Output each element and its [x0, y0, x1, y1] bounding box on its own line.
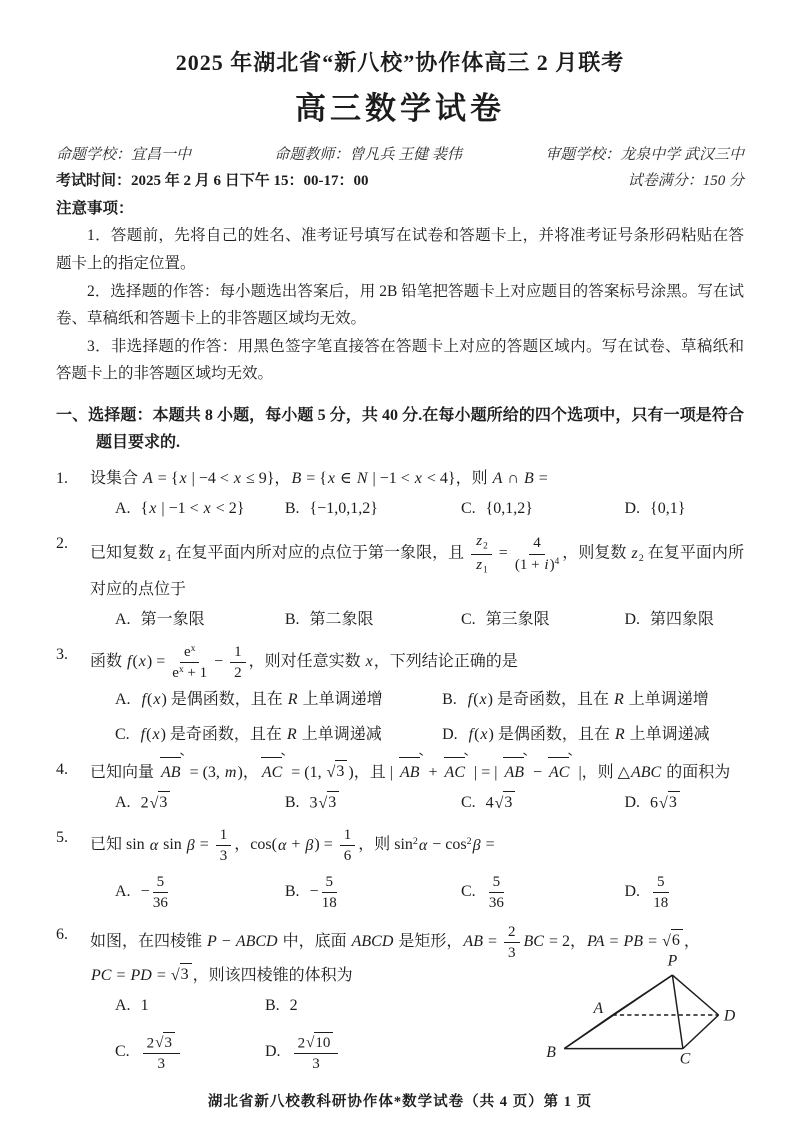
option-a: A. 1	[115, 997, 149, 1015]
option-a: A. {x | −1 < x < 2}	[115, 500, 245, 518]
question-1-options	[90, 497, 744, 522]
question-6-text: 如图，在四棱锥 P − ABCD 中，底面 ABCD 是矩形，AB = $\frac{2}{3}$ BC = 2，PA = PB = √ 6 ，	[90, 923, 700, 961]
option-d: D. f(x) 是偶函数，且在 R 上单调递减	[442, 726, 710, 744]
vertex-label-c: C	[679, 1049, 691, 1067]
option-b: B. 第二象限	[284, 611, 374, 629]
section-1-title: 一、选择题：本题共 8 小题，每小题 5 分，共 40 分.在每小题所给的四个选项中，只有一项是符合题目要求的.	[56, 406, 744, 452]
question-3-number: 3.	[56, 646, 68, 664]
question-1-number: 1.	[56, 469, 68, 487]
option-c: C. 2 √ 3 3	[115, 1031, 265, 1074]
question-5-text: 已知 sin α sin β = $\frac{1}{3}$ ，cos(α + β) = $\frac{1}{6}$ ，则 $\sin^2\alpha - \cos^2\beta$ =	[90, 827, 495, 865]
vertex-label-b: B	[546, 1043, 556, 1061]
notice-item-2: 2．选择题的作答：每小题选出答案后，用 2B 铅笔把答题卡上对应题目的答案标号涂黑。写在试卷、草稿纸和答题卡上的非答题区域均无效。	[56, 282, 744, 328]
option-b: B. 3 √ 3	[285, 791, 461, 816]
notice-item-1: 1．答题前，先将自己的姓名、准考证号填写在试卷和答题卡上，并将准考证号条形码粘贴在答题卡上的指定位置。	[56, 227, 744, 272]
question-3-options	[90, 688, 744, 748]
option-c: C. $\frac{5}{36}$	[460, 873, 504, 911]
meta-row-1	[56, 142, 744, 168]
option-d: D. 第四象限	[624, 611, 715, 629]
option-c: C. {0,1,2}	[460, 500, 533, 518]
vertex-label-a: A	[593, 999, 604, 1017]
notice-item-3: 3．非选择题的作答：用黑色签字笔直接答在答题卡上对应的答题区域内。写在试卷、草稿纸和答题卡上的非答题区域均无效。	[56, 337, 744, 383]
vertex-label-d: D	[723, 1006, 736, 1024]
question-4-text: 已知向量 AB = (3, m)， AC = (1, √ 3 )，且 | AB + AC | = | AB − AC |，则 △ABC 的面积为	[90, 757, 744, 786]
option-a: A. − $\frac{5}{36}$	[115, 873, 168, 911]
option-a: A. f(x) 是偶函数，且在 R 上单调递增	[115, 691, 383, 709]
option-b: B. {−1,0,1,2}	[284, 500, 378, 518]
question-2	[56, 531, 744, 633]
proposer-teachers: 命题教师：曾凡兵 王健 裴伟	[274, 147, 462, 163]
option-d: D. 2 √ 10 3	[265, 1031, 435, 1074]
exam-meta	[56, 142, 744, 195]
exam-title-line1: 2025 年湖北省“新八校”协作体高三 2 月联考	[175, 50, 625, 75]
question-3	[56, 642, 744, 748]
question-5-number: 5.	[56, 829, 68, 847]
exam-title-line2: 高三数学试卷	[295, 91, 505, 126]
option-b: B. f(x) 是奇函数，且在 R 上单调递增	[442, 691, 709, 709]
review-school: 审题学校：龙泉中学 武汉三中	[545, 147, 744, 163]
page-footer: 湖北省新八校教科研协作体*数学试卷（共 4 页）第 1 页	[207, 1094, 593, 1111]
question-1	[56, 466, 744, 522]
question-6-number: 6.	[56, 925, 68, 943]
question-2-text: 已知复数 $z_1$ 在复平面内所对应的点位于第一象限，且 $\frac{z_2}{z_1}$ = $\frac{4}{(1 + i)^4}$ ，则复数 $z_2$ 在复平面内所对应的点位于	[90, 533, 744, 598]
question-4	[56, 757, 744, 817]
question-4-number: 4.	[56, 760, 68, 778]
question-6	[56, 922, 744, 1075]
option-a: A. 第一象限	[115, 611, 205, 629]
question-2-options	[90, 608, 744, 633]
proposer-school: 命题学校：宜昌一中	[56, 147, 192, 163]
question-6-text-line2: PC = PD = √ 3 ，则该四棱锥的体积为	[90, 963, 744, 989]
question-list	[56, 466, 744, 1074]
option-d: D. $\frac{5}{18}$	[624, 873, 669, 911]
option-c: C. f(x) 是奇函数，且在 R 上单调递减	[115, 726, 382, 744]
meta-row-2	[56, 168, 744, 194]
question-2-number: 2.	[56, 535, 68, 553]
option-d: D. {0,1}	[624, 500, 686, 518]
option-d: D. 6 √ 3	[624, 791, 744, 816]
question-1-text: 设集合 A = {x | −4 < x ≤ 9}，B = {x ∈ N | −1 < x < 4}，则 A ∩ B =	[90, 469, 548, 487]
question-4-options	[90, 791, 744, 816]
option-b: B. 2	[265, 997, 298, 1015]
option-b: B. − $\frac{5}{18}$	[284, 873, 337, 911]
exam-time: 考试时间：2025 年 2 月 6 日下午 15：00-17：00	[56, 173, 369, 190]
question-3-text: 函数 f(x) = $\frac{e^x}{e^x + 1}$ − $\frac{1}{2}$ ，则对任意实数 x，下列结论正确的是	[90, 644, 518, 682]
pyramid-svg	[538, 952, 748, 1078]
option-a: A. 2 √ 3	[115, 791, 285, 816]
option-c: C. 第三象限	[460, 611, 550, 629]
question-6-options	[90, 994, 420, 1074]
question-5	[56, 825, 744, 912]
option-c: C. 4 √ 3	[461, 791, 625, 816]
question-5-options	[90, 872, 744, 913]
notice-title: 注意事项：	[56, 199, 134, 217]
full-score: 试卷满分：150 分	[627, 173, 744, 190]
pyramid-figure	[538, 952, 748, 1083]
vertex-label-p: P	[667, 952, 678, 970]
